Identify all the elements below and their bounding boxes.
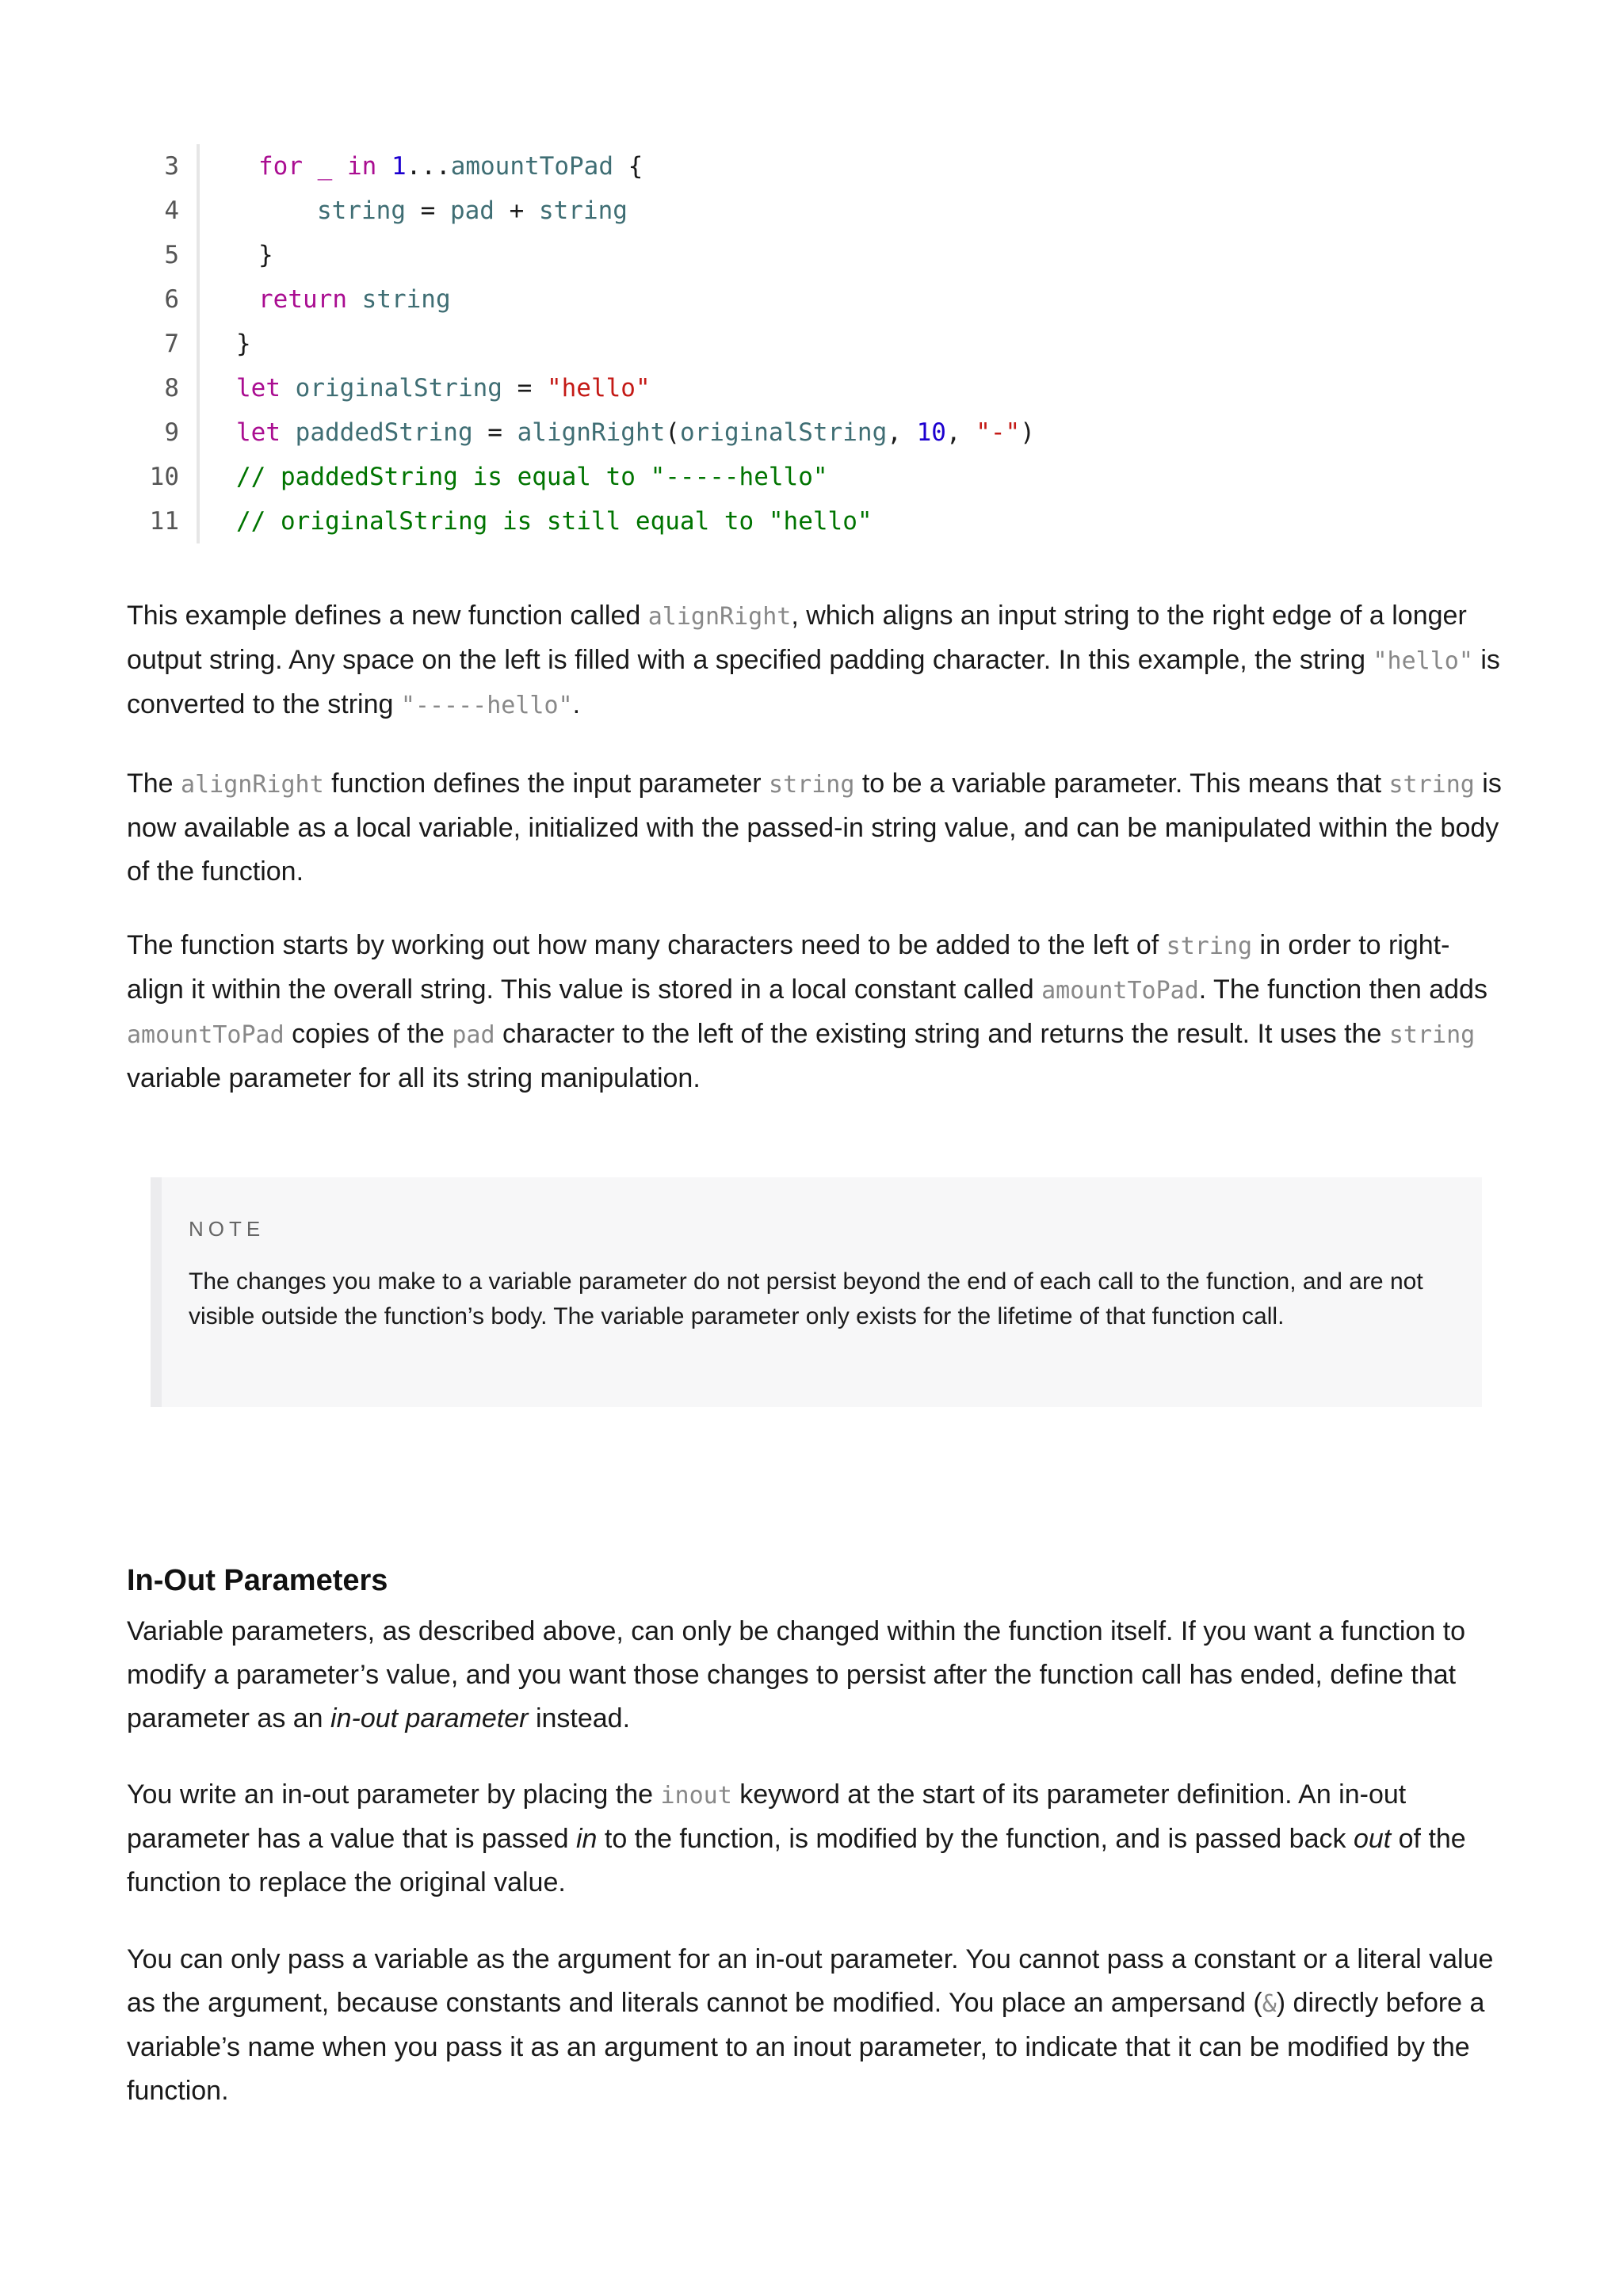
code-token: _ (317, 152, 333, 181)
line-number: 9 (127, 410, 200, 455)
emphasis: in (576, 1824, 598, 1854)
inline-code: & (1262, 1990, 1277, 2018)
inline-code: string (1388, 1021, 1476, 1049)
code-token (376, 152, 391, 181)
text: Variable parameters, as described above, can only be changed within the function itself. If you want a function to modify a parameter’s value, and you want those changes to persist after the function call has ended, define that parameter as an (127, 1616, 1466, 1733)
code-token: // originalString is still equal to "hello" (236, 507, 873, 536)
inline-code: "-----hello" (400, 692, 573, 719)
code-line (127, 366, 1236, 410)
code-line (127, 144, 1236, 189)
code-token: originalString (295, 374, 502, 402)
paragraph-variable-parameter (127, 762, 1506, 894)
paragraph-inout-intro (127, 1610, 1506, 1741)
code-line (127, 277, 1236, 322)
code-line (127, 233, 1236, 277)
line-number: 8 (127, 366, 200, 410)
line-number: 3 (127, 144, 200, 189)
inline-code: inout (660, 1782, 732, 1810)
code-line (127, 455, 1236, 499)
inline-code: string (769, 771, 855, 799)
code-token: pad (449, 196, 495, 225)
code-text (200, 285, 451, 314)
text: variable parameter for all its string manipulation. (127, 1063, 701, 1093)
code-token: "hello" (546, 374, 651, 402)
note-title: NOTE (189, 1217, 265, 1241)
line-number: 7 (127, 322, 200, 366)
code-token: alignRight (517, 418, 666, 447)
text: is converted to the string (127, 645, 1500, 719)
code-token: = (502, 374, 547, 402)
code-token (281, 418, 296, 447)
code-token (332, 152, 347, 181)
text: function defines the input parameter (323, 769, 769, 799)
text: ) directly before a variable’s name when you pass it as an argument to an inout parameter, to indicate that it can be modified by the function. (127, 1988, 1485, 2106)
code-token: return (258, 285, 347, 314)
code-token: "-" (976, 418, 1021, 447)
code-token: ) (1020, 418, 1035, 447)
code-token: // paddedString is equal to "-----hello" (236, 463, 828, 491)
code-token: , (887, 418, 917, 447)
code-token: in (347, 152, 377, 181)
emphasis: out (1353, 1824, 1392, 1854)
code-token: paddedString (295, 418, 473, 447)
text: The function starts by working out how many characters need to be added to the left of (127, 930, 1167, 960)
text: is now available as a local variable, initialized with the passed-in string value, and can be manipulated within the body of the function. (127, 769, 1502, 887)
code-token (347, 285, 362, 314)
emphasis: in-out parameter (330, 1703, 529, 1733)
code-token: { (613, 152, 643, 181)
text: to be a variable parameter. This means that (854, 769, 1389, 799)
inline-code: string (1388, 771, 1475, 799)
code-token: for (258, 152, 303, 181)
code-text (200, 196, 628, 225)
text: You can only pass a variable as the argument for an in-out parameter. You cannot pass a constant or a literal value as the argument, because constants and literals cannot be modified. You place an ampersand ( (127, 1944, 1494, 2018)
paragraph-function-steps (127, 924, 1506, 1100)
code-text (200, 152, 643, 181)
code-token: amountToPad (450, 152, 613, 181)
line-number: 11 (127, 499, 200, 543)
text: of the function to replace the original value. (127, 1824, 1466, 1897)
text: instead. (528, 1703, 631, 1733)
text: character to the left of the existing string and returns the result. It uses the (495, 1019, 1389, 1049)
code-token: ( (665, 418, 680, 447)
code-token: string (538, 196, 628, 225)
code-token (281, 374, 296, 402)
code-token: + (494, 196, 539, 225)
inline-code: string (1166, 933, 1253, 960)
code-token: = (405, 196, 450, 225)
code-token: 10 (916, 418, 946, 447)
text: . The function then adds (1198, 974, 1487, 1005)
code-text (200, 374, 651, 402)
text: The (127, 769, 181, 799)
section-heading: In-Out Parameters (127, 1564, 388, 1597)
text: You write an in-out parameter by placing the (127, 1779, 661, 1810)
text: This example defines a new function called (127, 601, 648, 631)
code-line (127, 322, 1236, 366)
code-token: } (236, 330, 251, 358)
code-token: = (472, 418, 517, 447)
code-token: string (317, 196, 406, 225)
inline-code: pad (452, 1021, 495, 1049)
note-body: The changes you make to a variable parameter do not persist beyond the end of each call to the function, and are not visible outside the function’s body. The variable parameter only exists for the lifetime of that function call. (189, 1268, 1423, 1329)
text: to the function, is modified by the function, and is passed back (597, 1824, 1354, 1854)
text: in order to right-align it within the overall string. This value is stored in a local constant called (127, 930, 1450, 1005)
code-token: 1 (391, 152, 407, 181)
code-text (200, 241, 273, 269)
text: , which aligns an input string to the right edge of a longer output string. Any space on the left is filled with a specified padding character. In this example, the string (127, 601, 1467, 675)
code-token: } (258, 241, 273, 269)
text: keyword at the start of its parameter definition. An in-out parameter has a value that is passed (127, 1779, 1407, 1854)
code-token: ... (406, 152, 451, 181)
inline-code: amountToPad (1041, 977, 1199, 1005)
code-text (200, 418, 1035, 447)
inline-code: "hello" (1373, 647, 1473, 675)
code-line (127, 499, 1236, 543)
line-number: 10 (127, 455, 200, 499)
line-number: 5 (127, 233, 200, 277)
inline-code: alignRight (647, 603, 792, 631)
code-token: originalString (679, 418, 888, 447)
code-text (200, 330, 251, 358)
code-listing (127, 144, 1236, 543)
line-number: 4 (127, 189, 200, 233)
paragraph-alignright-intro (127, 594, 1506, 727)
code-token (303, 152, 318, 181)
code-token: let (236, 374, 281, 402)
inline-code: amountToPad (127, 1021, 285, 1049)
code-line (127, 410, 1236, 455)
text: . (572, 689, 581, 719)
code-line (127, 189, 1236, 233)
code-token: let (236, 418, 281, 447)
code-token: , (945, 418, 976, 447)
paragraph-inout-keyword (127, 1773, 1506, 1905)
code-token: string (361, 285, 451, 314)
paragraph-inout-ampersand (127, 1938, 1506, 2113)
line-number: 6 (127, 277, 200, 322)
code-text (200, 507, 873, 536)
text: copies of the (284, 1019, 453, 1049)
inline-code: alignRight (181, 771, 324, 799)
code-text (200, 463, 828, 491)
